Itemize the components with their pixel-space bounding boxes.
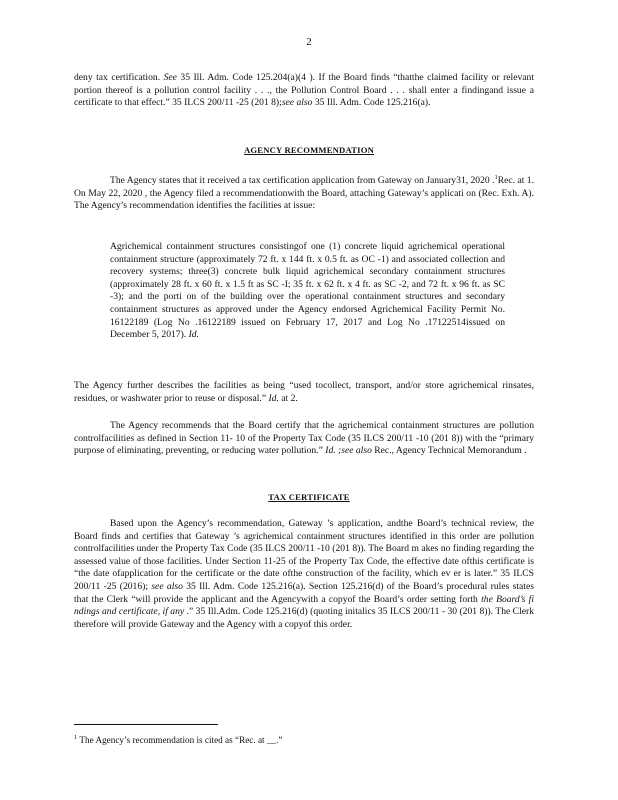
footnote-marker: 1 [74, 734, 78, 741]
block-quote-facilities: Agrichemical containment structures consistingof one (1) concrete liquid agrichemical operational containment structure (approximately 72 ft. x 144 ft. x 0.5 ft. as OC -1) and associated collection and recovery systems; three(3) concrete bulk liquid agrichemical secondary containment structures (approximately 28 ft. x 60 ft. x 1.5 ft as SC -I; 35 ft. x 62 ft. x 4 ft. as SC -2, and 72 ft. x 96 ft. as SC -3); and the porti on of the building over the operational containment structures and secondary containment structures as approved under the Agency endorsed Agrichemical Facility Permit No. 16122189 (Log No .16122189 issued on February 17, 2017 and Log No .17122514issued on December 5, 2017). Id. [110, 241, 505, 341]
footnote: $^1$ The Agency’s recommendation is cited as “Rec. at __.” [74, 734, 283, 746]
paragraph-deny-certification: deny tax certification. See 35 Ill. Adm. Code 125.204(a)(4 ). If the Board finds “thatthe claimed facility or relevant portion thereof is a pollution control facility . . ., the Pollution Control Board . . . shall enter a findingand issue a certificate to that effect.” 35 ILCS 200/11 -25 (201 8);see also 35 Ill. Adm. Code 125.216(a). [74, 72, 534, 109]
page-number: 2 [306, 36, 312, 48]
paragraph-agency-recommends: The Agency recommends that the Board certify that the agrichemical containment structures are pollution controlfacilities as defined in Section 11- 10 of the Property Tax Code (35 ILCS 200/11 -10 (201 8)) with the “primary purpose of eliminating, preventing, or reducing water pollution.” Id. ;see also Rec., Agency Technical Memorandum . [74, 420, 534, 457]
paragraph-agency-states: The Agency states that it received a tax certification application from Gateway on January31, 2020 .$^1$Rec. at 1. On May 22, 2020 , the Agency filed a recommendationwith the Board, attaching Gateway’s applicati on (Rec. Exh. A). The Agency’s recommendation identifies the facilities at issue: [74, 174, 534, 212]
paragraph-agency-describes: The Agency further describes the facilities as being “used tocollect, transport, and/or store agrichemical rinsates, residues, or washwater prior to reuse or disposal.” Id. at 2. [74, 380, 534, 404]
footnote-divider [74, 724, 218, 725]
section-heading-agency-recommendation: AGENCY RECOMMENDATION [243, 145, 374, 155]
paragraph-board-finds: Based upon the Agency’s recommendation, Gateway ’s application, andthe Board’s technical review, the Board finds and certifies that Gateway ’s agrichemical containment structures identified in this order are pollution controlfacilities under the Property Tax Code (35 ILCS 200/11 -10 (201 8)). The Board m akes no finding regarding the assessed value of those facilities. Under Section 11-25 of the Property Tax Code, the effective date ofthis certificate is “the date ofapplication for the certificate or the date ofthe construction of the facility, which ev er is later.” 35 ILCS 200/11 -25 (2016); see also 35 Ill. Adm. Code 125.216(a). Section 125.216(d) of the Board’s procedural rules states that the Clerk “will provide the applicant and the Agencywith a copyof the Board’s order setting forth the Board’s fi ndings and certificate, if any .” 35 Ill.Adm. Code 125.216(d) (quoting initalics 35 ILCS 200/11 - 30 (201 8)). The Clerk therefore will provide Gateway and the Agency with a copyof this order. [74, 518, 535, 630]
section-heading-tax-certificate: TAX CERTIFICATE [268, 492, 350, 502]
footnote-ref: 1 [494, 174, 498, 181]
